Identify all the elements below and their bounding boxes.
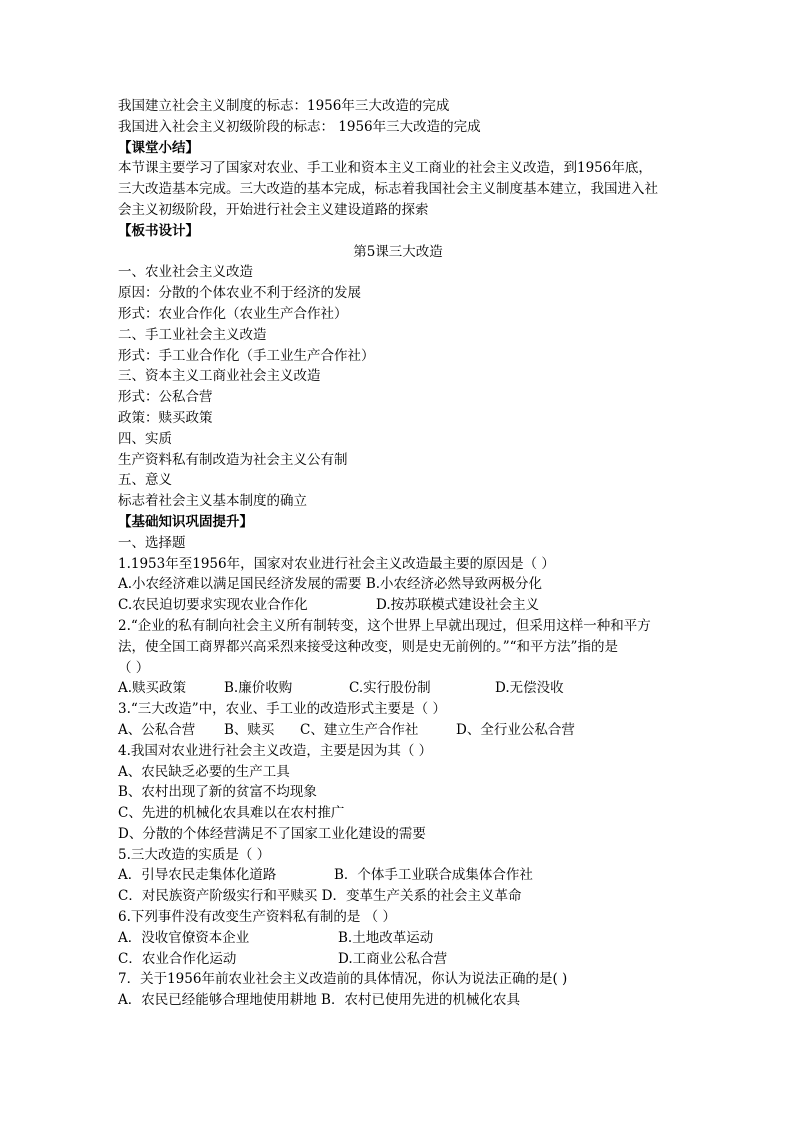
question-2-options xyxy=(118,678,678,699)
question-2-option-b: B.廉价收购 xyxy=(224,680,293,697)
question-2-stem-3: （ ） xyxy=(118,659,150,676)
board-line: 三、资本主义工商业社会主义改造 xyxy=(118,368,321,385)
question-2-stem-2: 法，使全国工商界都兴高采烈来接受这种改变，则是史无前例的。”“和平方法”指的是 xyxy=(118,638,618,655)
board-line: 标志着社会主义基本制度的确立 xyxy=(118,493,307,510)
question-1-option-c: C.农民迫切要求实现农业合作化 xyxy=(118,597,308,614)
question-4-stem: 4.我国对农业进行社会主义改造，主要是因为其（ ） xyxy=(118,742,433,759)
question-7-options-ab: A．农民已经能够合理地使用耕地 B．农村已使用先进的机械化农具 xyxy=(118,992,520,1009)
question-5-option-b: B．个体手工业联合成集体合作社 xyxy=(334,867,533,884)
question-4-option-d: D、分散的个体经营满足不了国家工业化建设的需要 xyxy=(118,825,426,842)
question-3-options xyxy=(118,720,678,741)
board-heading: 【板书设计】 xyxy=(118,222,199,239)
question-3-option-c: C、建立生产合作社 xyxy=(300,721,419,738)
question-1-options-cd xyxy=(118,595,678,616)
board-line: 二、手工业社会主义改造 xyxy=(118,326,267,343)
question-1-stem: 1.1953年至1956年，国家对农业进行社会主义改造最主要的原因是（ ） xyxy=(118,555,555,572)
board-line: 原因：分散的个体农业不利于经济的发展 xyxy=(118,285,361,302)
intro-line-2: 我国进入社会主义初级阶段的标志： 1956年三大改造的完成 xyxy=(118,118,481,135)
board-title: 第5课三大改造 xyxy=(353,243,443,260)
document-page xyxy=(118,96,678,1011)
board-line: 四、实质 xyxy=(118,430,172,447)
question-6-option-a: A．没收官僚资本企业 xyxy=(118,929,250,946)
summary-line-1: 本节课主要学习了国家对农业、手工业和资本主义工商业的社会主义改造，到1956年底， xyxy=(118,160,652,177)
board-line: 一、农业社会主义改造 xyxy=(118,264,253,281)
summary-line-2: 三大改造基本完成。三大改造的基本完成，标志着我国社会主义制度基本建立，我国进入社 xyxy=(118,181,658,198)
question-4-option-c: C、先进的机械化农具难以在农村推广 xyxy=(118,805,345,822)
summary-heading: 【课堂小结】 xyxy=(118,139,199,156)
question-1-options-ab: A.小农经济难以满足国民经济发展的需要 B.小农经济必然导致两极分化 xyxy=(118,576,543,593)
board-line: 五、意义 xyxy=(118,472,172,489)
question-3-stem: 3.“三大改造”中，农业、手工业的改造形式主要是（ ） xyxy=(118,701,446,718)
question-3-option-a: A、公私合营 xyxy=(118,721,196,738)
question-4-option-b: B、农村出现了新的贫富不均现象 xyxy=(118,784,317,801)
exercise-heading: 【基础知识巩固提升】 xyxy=(118,513,253,530)
question-3-option-b: B、赎买 xyxy=(224,721,275,738)
question-2-stem-1: 2.“企业的私有制向社会主义所有制转变，这个世界上早就出现过，但采用这样一种和平方 xyxy=(118,617,651,634)
board-line: 生产资料私有制改造为社会主义公有制 xyxy=(118,451,348,468)
intro-line-1: 我国建立社会主义制度的标志：1956年三大改造的完成 xyxy=(118,98,450,114)
question-2-option-d: D.无偿没收 xyxy=(495,680,564,697)
question-3-option-d: D、全行业公私合营 xyxy=(456,721,575,738)
question-6-options-ab xyxy=(118,928,678,949)
question-6-option-c: C．农业合作化运动 xyxy=(118,950,237,967)
board-line: 形式：手工业合作化（手工业生产合作社） xyxy=(118,347,375,364)
question-7-stem: 7．关于1956年前农业社会主义改造前的具体情况，你认为说法正确的是( ) xyxy=(118,971,568,988)
board-line: 政策：赎买政策 xyxy=(118,409,213,426)
question-6-option-d: D.工商业公私合营 xyxy=(338,950,448,967)
question-5-options-cd: C．对民族资产阶级实行和平赎买 D．变革生产关系的社会主义革命 xyxy=(118,888,522,905)
question-5-stem: 5.三大改造的实质是（ ） xyxy=(118,846,271,863)
question-6-option-b: B.土地改革运动 xyxy=(338,929,434,946)
exercise-section: 一、选择题 xyxy=(118,534,186,551)
question-5-options-ab xyxy=(118,865,678,886)
question-5-option-a: A．引导农民走集体化道路 xyxy=(118,867,277,884)
question-2-option-c: C.实行股份制 xyxy=(349,680,431,697)
question-6-options-cd xyxy=(118,949,678,970)
question-6-stem: 6.下列事件没有改变生产资料私有制的是 （ ） xyxy=(118,909,396,926)
question-4-option-a: A、农民缺乏必要的生产工具 xyxy=(118,763,290,780)
summary-line-3: 会主义初级阶段，开始进行社会主义建设道路的探索 xyxy=(118,201,429,218)
board-line: 形式：农业合作化（农业生产合作社） xyxy=(118,305,348,322)
board-line: 形式：公私合营 xyxy=(118,389,213,406)
question-2-option-a: A.赎买政策 xyxy=(118,680,187,697)
question-1-option-d: D.按苏联模式建设社会主义 xyxy=(376,597,540,614)
